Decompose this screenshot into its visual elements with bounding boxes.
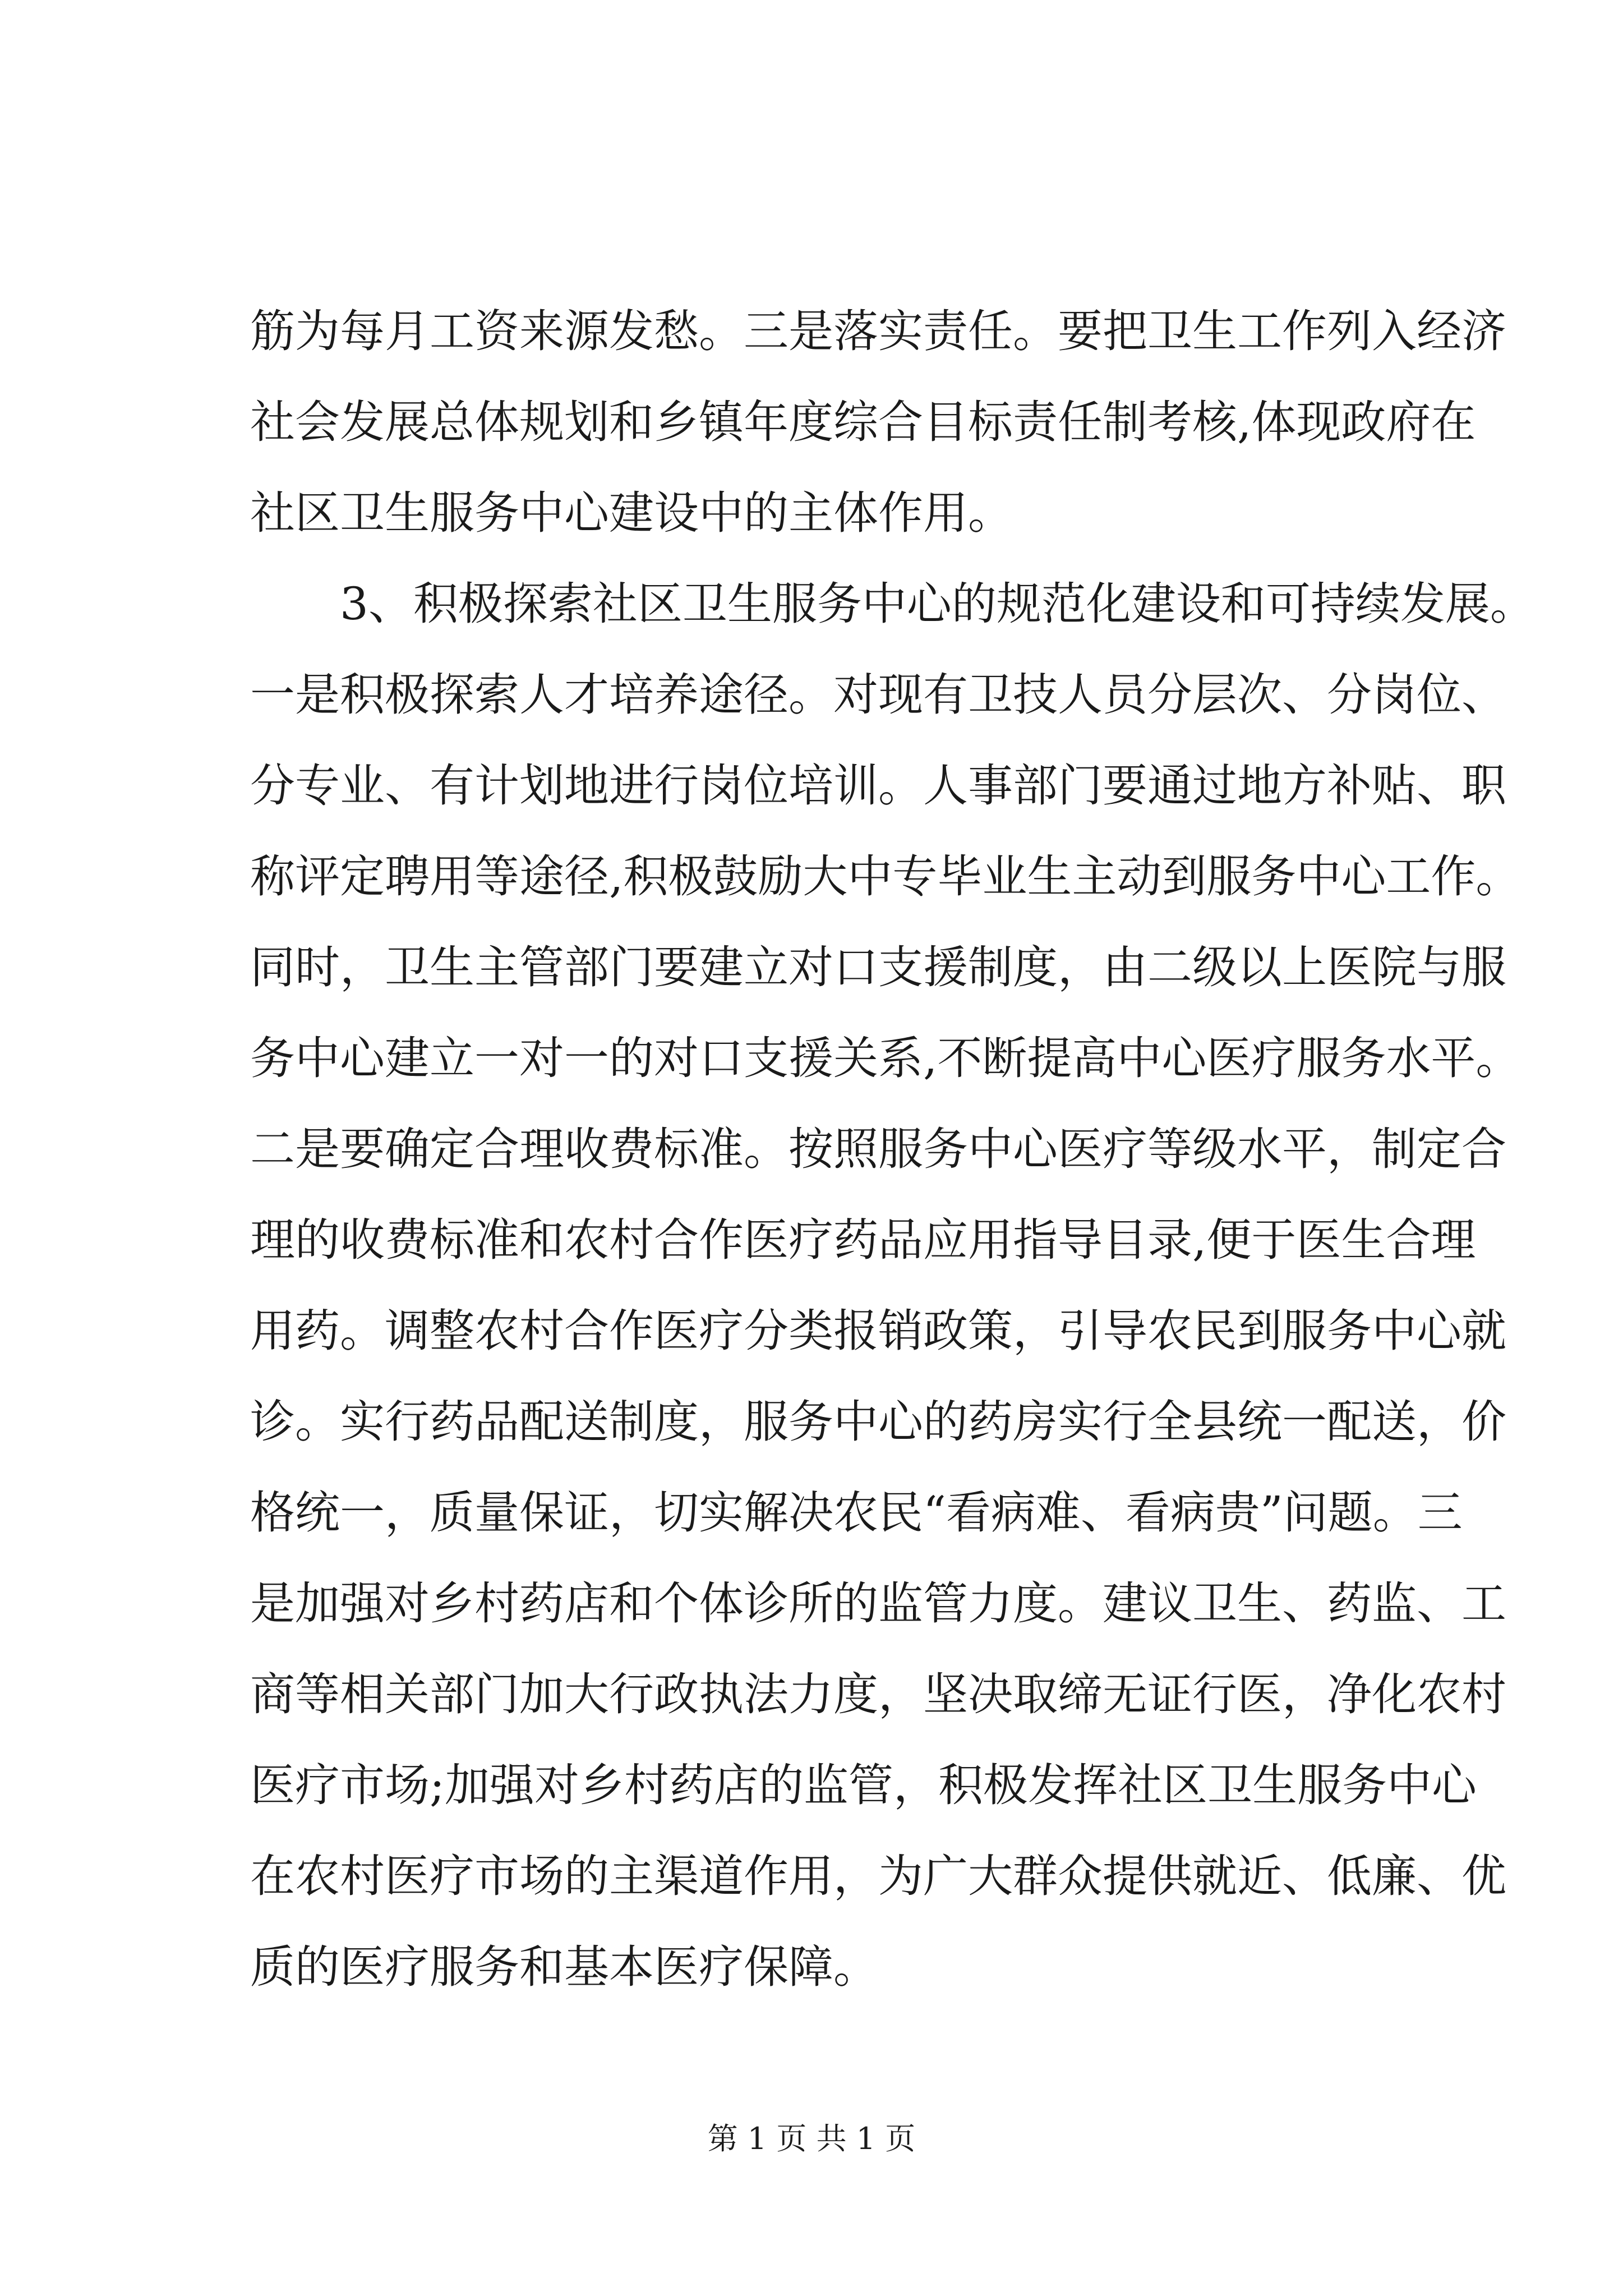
page-footer — [0, 2115, 1623, 2158]
text-line: 筋为每月工资来源发愁。三是落实责任。要把卫生工作列入经济 — [250, 305, 1506, 357]
text-line: 称评定聘用等途径,积极鼓励大中专毕业生主动到服务中心工作。 — [250, 850, 1521, 903]
body-text — [250, 286, 1535, 2013]
text-line: 在农村医疗市场的主渠道作用，为广大群众提供就近、低廉、优 — [250, 1850, 1506, 1902]
text-line: 社会发展总体规划和乡镇年度综合目标责任制考核,体现政府在 — [250, 396, 1476, 448]
text-line: 3、积极探索社区卫生服务中心的规范化建设和可持续发展。 — [340, 578, 1535, 630]
text-line: 一是积极探索人才培养途径。对现有卫技人员分层次、分岗位、 — [250, 669, 1506, 721]
text-line: 医疗市场;加强对乡村药店的监管，积极发挥社区卫生服务中心 — [250, 1759, 1477, 1811]
text-line: 是加强对乡村药店和个体诊所的监管力度。建议卫生、药监、工 — [250, 1577, 1506, 1630]
text-line: 质的医疗服务和基本医疗保障。 — [250, 1941, 878, 1993]
text-line: 格统一，质量保证，切实解决农民“看病难、看病贵”问题。三 — [250, 1487, 1463, 1539]
text-line: 理的收费标准和农村合作医疗药品应用指导目录,便于医生合理 — [250, 1214, 1476, 1266]
text-line: 务中心建立一对一的对口支援关系,不断提高中心医疗服务水平。 — [250, 1032, 1521, 1084]
text-line: 用药。调整农村合作医疗分类报销政策，引导农民到服务中心就 — [250, 1305, 1506, 1357]
text-line: 二是要确定合理收费标准。按照服务中心医疗等级水平，制定合 — [250, 1123, 1506, 1175]
text-line: 社区卫生服务中心建设中的主体作用。 — [250, 487, 1013, 539]
page-number-label: 第 1 页 共 1 页 — [707, 2121, 916, 2156]
text-line: 诊。实行药品配送制度，服务中心的药房实行全县统一配送，价 — [250, 1396, 1506, 1448]
text-line: 分专业、有计划地进行岗位培训。人事部门要通过地方补贴、职 — [250, 760, 1506, 812]
text-line: 同时，卫生主管部门要建立对口支援制度，由二级以上医院与服 — [250, 941, 1506, 993]
text-line: 商等相关部门加大行政执法力度，坚决取缔无证行医，净化农村 — [250, 1668, 1506, 1720]
